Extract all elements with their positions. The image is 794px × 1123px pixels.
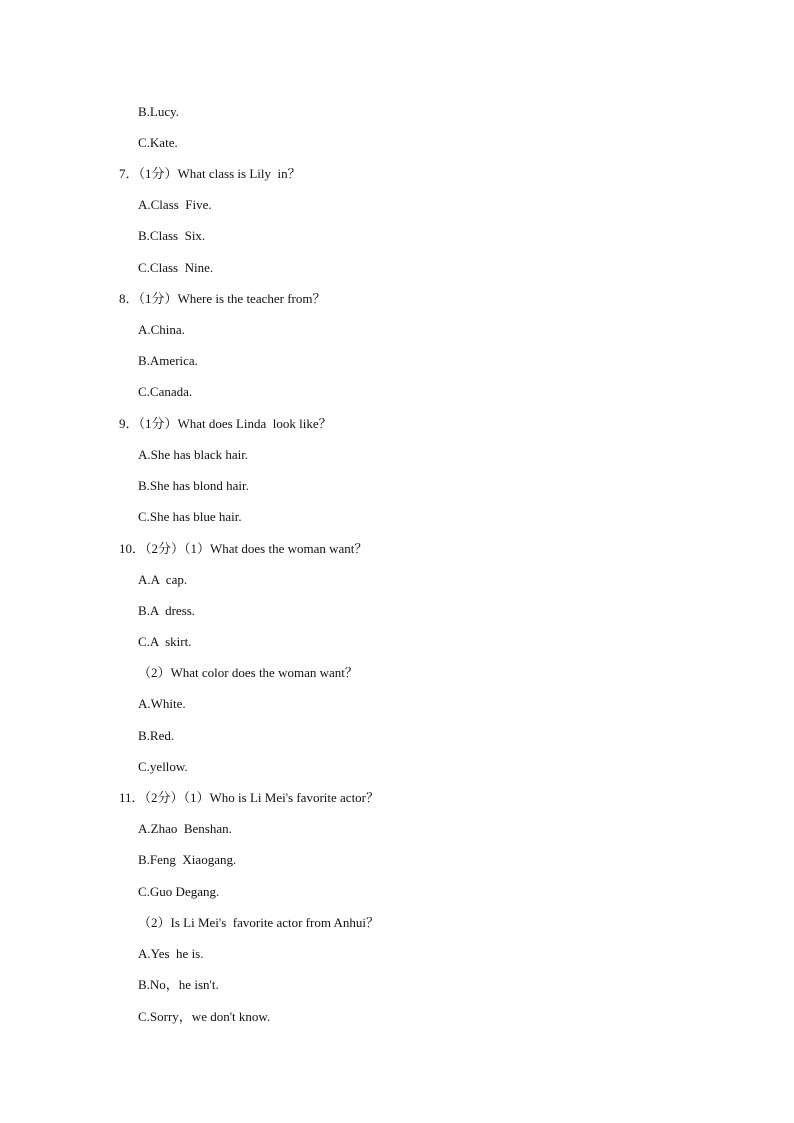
option-9b: B.She has blond hair. [138,478,249,493]
option-10-2b: B.Red. [138,728,175,743]
option-11-1a: A.Zhao Benshan. [138,821,232,836]
option-7c: C.Class Nine. [138,260,214,275]
question-11-sub-2: （2）Is Li Mei's favorite actor from Anhui？ [138,915,379,930]
question-9: 9．（1分）What does Linda look like？ [119,416,332,431]
option-10-1b: B.A dress. [138,603,196,618]
option-8c: C.Canada. [138,384,193,399]
option-11-2a: A.Yes he is. [138,946,204,961]
option-8b: B.America. [138,353,198,368]
option-9a: A.She has black hair. [138,447,249,462]
question-7: 7．（1分）What class is Lily in？ [119,166,301,181]
option-11-1c: C.Guo Degang. [138,884,220,899]
option-11-2c: C.Sorry，we don't know. [138,1009,271,1024]
question-10-sub-2: （2）What color does the woman want？ [138,665,358,680]
option-11-1b: B.Feng Xiaogang. [138,852,237,867]
option-10-1c: C.A skirt. [138,634,192,649]
option-10-1a: A.A cap. [138,572,188,587]
option-10-2a: A.White. [138,696,186,711]
option-8a: A.China. [138,322,185,337]
option-7a: A.Class Five. [138,197,212,212]
option-6c: C.Kate. [138,135,178,150]
option-10-2c: C.yellow. [138,759,188,774]
question-10: 10．（2分）（1）What does the woman want？ [119,541,368,556]
option-11-2b: B.No，he isn't. [138,977,219,992]
question-8: 8．（1分）Where is the teacher from？ [119,291,326,306]
option-7b: B.Class Six. [138,228,206,243]
option-6b: B.Lucy. [138,104,180,119]
option-9c: C.She has blue hair. [138,509,242,524]
question-11: 11．（2分）（1）Who is Li Mei's favorite actor？ [119,790,380,805]
